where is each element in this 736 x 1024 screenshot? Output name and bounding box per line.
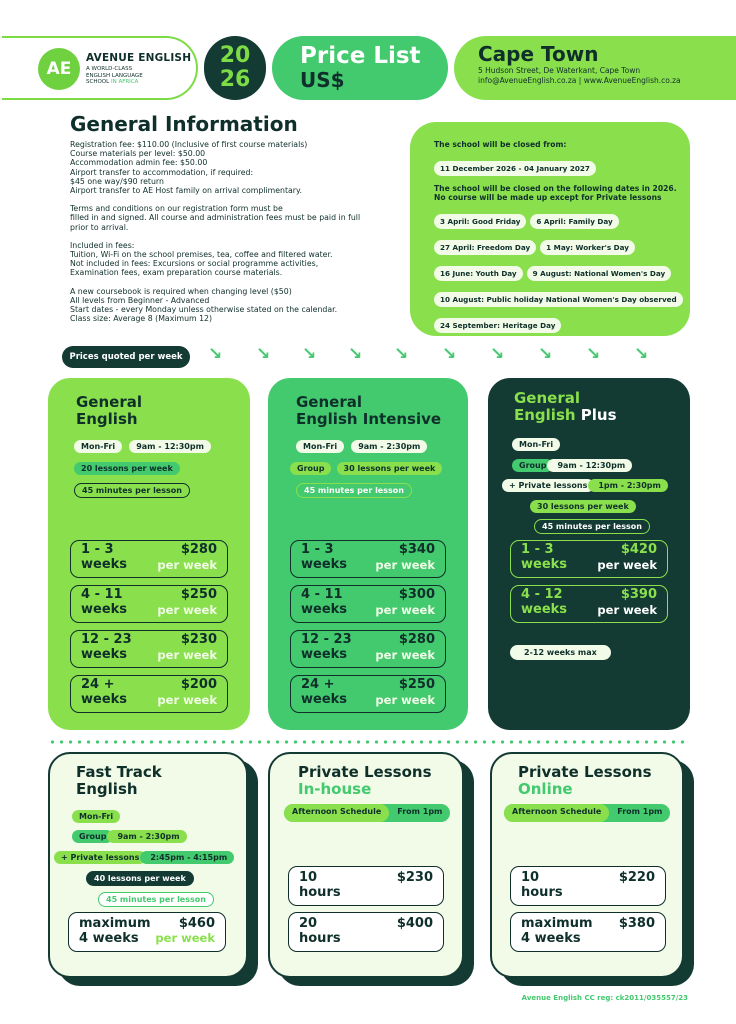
holiday-chip: 24 September: Heritage Day: [434, 318, 561, 333]
price-row: [290, 540, 446, 578]
hours-value: 20: [299, 916, 318, 931]
weeks-unit: weeks: [301, 556, 348, 572]
info-line: Registration fee: $110.00 (Inclusive of first course materials): [70, 140, 308, 149]
weeks-range: 24 +: [301, 677, 335, 692]
weeks-range: 1 - 3: [81, 542, 114, 557]
price-value: $230: [396, 870, 433, 885]
weeks-unit: weeks: [81, 691, 128, 707]
card-private-inhouse: Private Lessons In-house Afternoon Schedule From 1pm 10 hours $230 20 hours $400: [268, 752, 464, 978]
price-unit: per week: [375, 692, 435, 707]
holiday-chip: 6 April: Family Day: [530, 214, 618, 229]
weeks-unit: weeks: [521, 556, 568, 572]
arrow-down-right-icon: ↘: [348, 344, 363, 364]
price-unit: per week: [157, 692, 217, 707]
holiday-chip: 1 May: Worker's Day: [540, 240, 635, 255]
max-weeks-badge: 2-12 weeks max: [510, 645, 611, 660]
arrow-down-right-icon: ↘: [442, 344, 457, 364]
info-line: A new coursebook is required when changing level ($50): [70, 286, 292, 296]
price-value: $340: [398, 542, 435, 557]
info-line: Accommodation admin fee: $50.00: [70, 158, 208, 168]
price-value: $420: [620, 542, 657, 557]
weeks-unit: weeks: [301, 691, 348, 707]
price-value: $400: [396, 916, 433, 931]
price-row: [70, 675, 228, 713]
logo-subtitle: A WORLD-CLASS ENGLISH LANGUAGE SCHOOL IN AFRICA: [86, 66, 143, 85]
weeks-range: 24 +: [81, 677, 115, 692]
info-line: Airport transfer to accommodation, if required:: [70, 167, 254, 177]
info-line: Course materials per level: $50.00: [70, 149, 206, 159]
card-general-english-plus: General English Plus Mon-Fri Group 9am - 12:30pm + Private lessons 1pm - 2:30pm 30 lessons per week 45 minutes per lesson 1 - 3 weeks $420 per week 4 - 12 weeks $390 per week 2-12 weeks max: [488, 378, 690, 730]
info-line: prior to arrival.: [70, 222, 129, 232]
price-unit: per week: [597, 602, 657, 617]
price-value: $230: [180, 632, 217, 647]
price-value: $200: [180, 677, 217, 692]
price-unit: per week: [375, 557, 435, 572]
hours-value: 10: [521, 870, 540, 885]
price-value: $280: [398, 632, 435, 647]
hours-value: 10: [299, 870, 318, 885]
card-private-online: Private Lessons Online Afternoon Schedule From 1pm 10 hours $220 maximum 4 weeks $380: [490, 752, 684, 978]
price-row: [510, 540, 668, 578]
price-row: [288, 866, 444, 906]
info-line: Terms and conditions on our registration form must be: [70, 204, 283, 214]
weeks-range: 4 - 12: [521, 587, 563, 602]
weeks-range: 12 - 23: [301, 632, 352, 647]
price-row: [290, 630, 446, 668]
price-row: [510, 912, 666, 952]
price-row: maximum 4 weeks $460 per week: [68, 912, 226, 952]
weeks-range: 4 - 11: [301, 587, 343, 602]
weeks-range: 1 - 3: [301, 542, 334, 557]
info-line: Not included in fees: Excursions or social programme activities,: [70, 259, 319, 269]
price-value: $300: [398, 587, 435, 602]
logo-title: AVENUE ENGLISH: [86, 52, 192, 64]
holiday-chip: 9 August: National Women's Day: [527, 266, 672, 281]
weeks-unit: weeks: [521, 601, 568, 617]
weeks-unit: weeks: [81, 601, 128, 617]
closures-panel: The school will be closed from: 11 December 2026 - 04 January 2027 The school will be closed on the following dates in 2026. No course will be made up except for Private lessons 3 April: Good Friday 6 April: Family Day 27 April: Freedom Day 1 May: Worker's Day 16 June: Youth Day 9 August: National Women's Day 10 August: Public holiday National Women's Day observed 24 September: Heritage Day: [410, 122, 690, 336]
arrow-down-right-icon: ↘: [586, 344, 601, 364]
info-line: Included in fees:: [70, 240, 135, 250]
arrow-down-right-icon: ↘: [538, 344, 553, 364]
price-row: [70, 585, 228, 623]
general-info-text: [70, 140, 400, 332]
arrow-down-right-icon: ↘: [490, 344, 505, 364]
info-line: Tuition, Wi-Fi on the school premises, tea, coffee and filtered water.: [70, 250, 333, 260]
price-row: [510, 585, 668, 623]
location-box: Cape Town 5 Hudson Street, De Waterkant, Cape Town info@AvenueEnglish.co.za | www.AvenueEnglish.co.za: [454, 36, 736, 100]
weeks-unit: weeks: [81, 646, 128, 662]
arrow-down-right-icon: ↘: [208, 344, 223, 364]
holiday-chip: 16 June: Youth Day: [434, 266, 523, 281]
schedule-pill: Afternoon Schedule From 1pm: [504, 804, 670, 822]
price-row: [70, 540, 228, 578]
weeks-range: 12 - 23: [81, 632, 132, 647]
prices-quoted-badge: Prices quoted per week: [62, 346, 190, 368]
holiday-chip: 3 April: Good Friday: [434, 214, 526, 229]
price-list-title: Price List US$: [272, 36, 448, 100]
card-general-english: General English Mon-Fri 9am - 12:30pm 20 lessons per week 45 minutes per lesson 1 - 3 weeks $280 per week 4 - 11 weeks $250 per week 12 - 23 weeks $230 per week 24 + weeks $200 per week: [48, 378, 250, 730]
price-value: $380: [618, 916, 655, 931]
weeks-unit: weeks: [301, 646, 348, 662]
holiday-chip: 10 August: Public holiday National Women's Day observed: [434, 292, 683, 307]
avenue-english-logo-icon: AE: [38, 48, 80, 90]
arrow-down-right-icon: ↘: [634, 344, 649, 364]
price-row: [510, 866, 666, 906]
holiday-chip: 27 April: Freedom Day: [434, 240, 536, 255]
info-line: Class size: Average 8 (Maximum 12): [70, 314, 213, 324]
arrow-down-right-icon: ↘: [302, 344, 317, 364]
price-value: $220: [618, 870, 655, 885]
dotted-divider: [48, 740, 688, 744]
year-badge: 20 26: [204, 36, 266, 100]
card-fast-track: Fast Track English Mon-Fri Group 9am - 2:30pm + Private lessons 2:45pm - 4:15pm 40 lessons per week 45 minutes per lesson maximum 4 weeks $460 per week: [48, 752, 248, 978]
price-value: $250: [180, 587, 217, 602]
hours-unit: hours: [299, 931, 341, 946]
general-info-title: General Information: [70, 112, 298, 136]
price-value: $390: [620, 587, 657, 602]
price-value: $250: [398, 677, 435, 692]
weeks-range: 1 - 3: [521, 542, 554, 557]
card-general-english-intensive: General English Intensive Mon-Fri 9am - 2:30pm Group 30 lessons per week 45 minutes per lesson 1 - 3 weeks $340 per week 4 - 11 weeks $300 per week 12 - 23 weeks $280 per week 24 + weeks $250 per week: [268, 378, 468, 730]
price-row: [290, 675, 446, 713]
hours-unit: hours: [521, 885, 563, 900]
hours-value: maximum: [521, 916, 593, 931]
info-line: Examination fees, exam preparation course materials.: [70, 268, 283, 278]
price-row: [290, 585, 446, 623]
weeks-unit: weeks: [81, 556, 128, 572]
price-unit: per week: [157, 602, 217, 617]
info-line: All levels from Beginner - Advanced: [70, 295, 210, 305]
info-line: Start dates - every Monday unless otherwise stated on the calendar.: [70, 305, 338, 315]
price-unit: per week: [375, 602, 435, 617]
hours-unit: 4 weeks: [521, 931, 581, 946]
price-row: [288, 912, 444, 952]
weeks-range: 4 - 11: [81, 587, 123, 602]
price-unit: per week: [157, 557, 217, 572]
weeks-unit: weeks: [301, 601, 348, 617]
price-value: $280: [180, 542, 217, 557]
footer-registration: Avenue English CC reg: ck2011/035557/23: [521, 994, 688, 1002]
price-unit: per week: [597, 557, 657, 572]
info-line: Airport transfer to AE Host family on arrival complimentary.: [70, 186, 302, 196]
closure-range: 11 December 2026 - 04 January 2027: [434, 161, 596, 176]
price-unit: per week: [157, 647, 217, 662]
info-line: filled in and signed. All course and administration fees must be paid in full: [70, 213, 361, 223]
arrow-down-right-icon: ↘: [256, 344, 271, 364]
schedule-pill: Afternoon Schedule From 1pm: [284, 804, 450, 822]
info-line: $45 one way/$90 return: [70, 176, 164, 186]
price-unit: per week: [375, 647, 435, 662]
hours-unit: hours: [299, 885, 341, 900]
price-row: [70, 630, 228, 668]
arrow-down-right-icon: ↘: [394, 344, 409, 364]
